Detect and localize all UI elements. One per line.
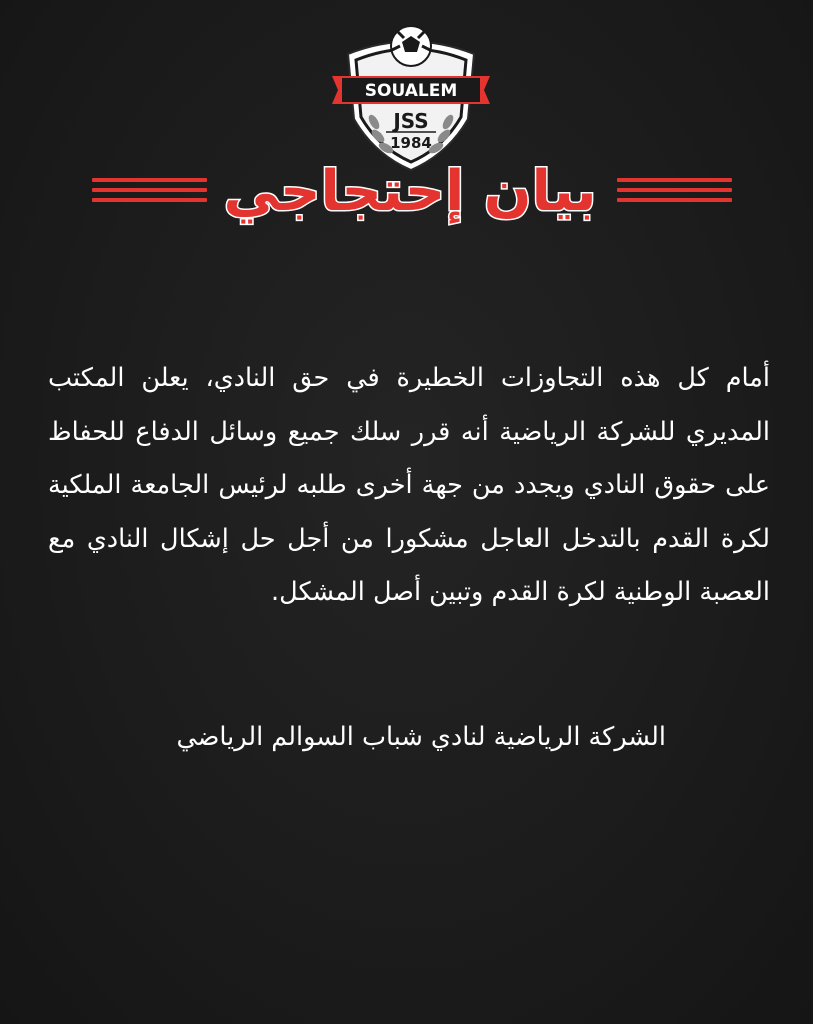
page-title: بيان إحتجاجي xyxy=(223,159,597,224)
decorative-lines-right xyxy=(617,178,732,212)
club-name-text: SOUALEM xyxy=(364,81,458,101)
club-founded-year: 1984 xyxy=(390,134,432,152)
football-icon xyxy=(391,26,431,66)
statement-body: أمام كل هذه التجاوزات الخطيرة في حق النادي، يعلن المكتب المديري للشركة الرياضية أنه قرر سلك جميع وسائل الدفاع للحفاظ على حقوق النادي ويجدد من جهة أخرى طلبه لرئيس الجامعة الملكية لكرة القدم بالتدخل العاجل مشكورا من أجل حل إشكال النادي مع العصبة الوطنية لكرة القدم وتبين أصل المشكل. xyxy=(48,363,770,607)
title-row xyxy=(0,150,813,250)
statement-signature: الشركة الرياضية لنادي شباب السوالم الرياضي xyxy=(176,722,666,752)
club-name-banner xyxy=(332,76,490,104)
club-initials-text: JSS xyxy=(393,109,429,133)
decorative-lines-left xyxy=(92,178,207,212)
